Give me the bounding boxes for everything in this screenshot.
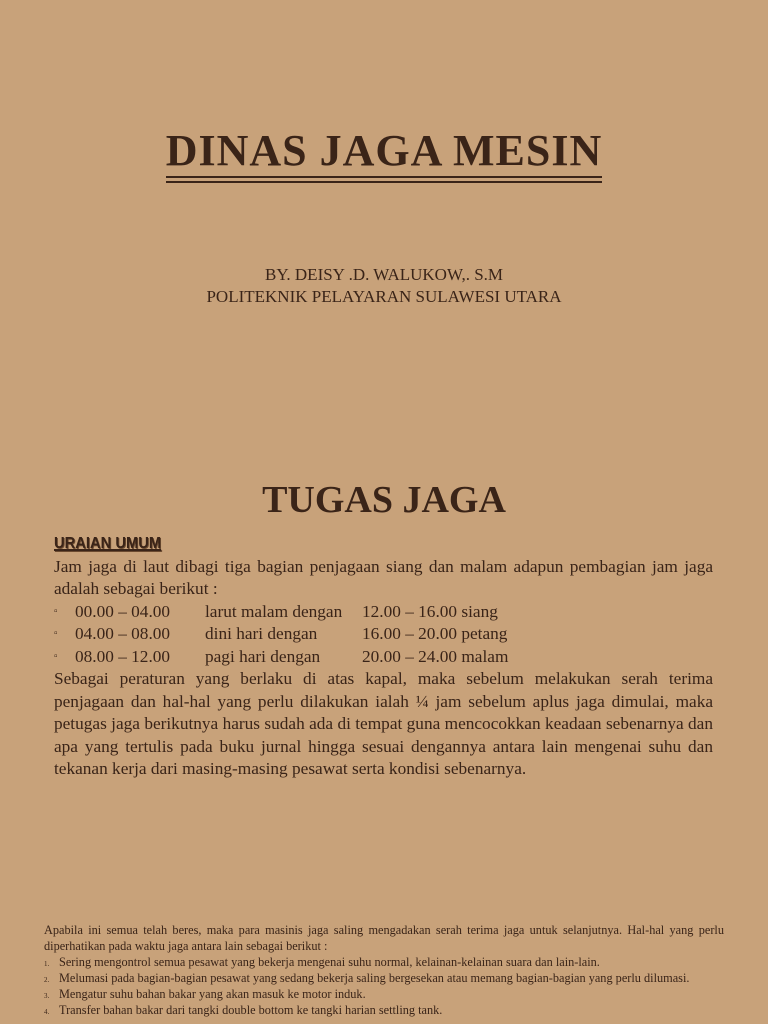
item-number: 2. bbox=[44, 976, 50, 984]
bullet-icon: ▫ bbox=[54, 650, 58, 662]
document-title-text: DINAS JAGA MESIN bbox=[166, 126, 603, 178]
document-title bbox=[0, 125, 768, 176]
list-item: ▫ 08.00 – 12.00 pagi hari dengan 20.00 – 24.00 malam bbox=[54, 646, 713, 669]
bullet-icon: ▫ bbox=[54, 628, 58, 639]
small-intro: Apabila ini semua telah beres, maka para masinis jaga saling mengadakan serah terima jaga untuk selanjutnya. Hal-hal yang perlu diperhatikan pada waktu jaga antara lain sebagai berikut : bbox=[44, 923, 724, 953]
item-number: 3. bbox=[44, 992, 50, 1000]
author-line: BY. DEISY .D. WALUKOW,. S.M bbox=[264, 265, 504, 284]
bullet-icon: ▫ bbox=[54, 605, 58, 617]
item-number: 4. bbox=[44, 1008, 50, 1016]
section-title: TUGAS JAGA bbox=[262, 479, 506, 521]
small-text-section bbox=[44, 922, 724, 1018]
subheading: URAIAN UMUM bbox=[54, 535, 162, 552]
list-item: ▫ 04.00 – 08.00 dini hari dengan 16.00 – 20.00 petang bbox=[54, 623, 713, 646]
list-item: 2. Melumasi pada bagian-bagian pesawat yang sedang bekerja saling bergesekan atau memang bagian-bagian yang perlu dilumasi. bbox=[44, 970, 724, 986]
body-paragraph: Sebagai peraturan yang berlaku di atas kapal, maka sebelum melakukan serah terima penjagaan dan hal-hal yang perlu dilakukan ialah ¼ jam sebelum aplus jaga dimulai, maka petugas jaga berikutnya harus sudah ada di tempat guna mencocokkan keadaan sebenarnya dan apa yang tertulis pada buku jurnal hingga sesuai dengannya antara lain mengenai suhu dan tekanan kerja dari masing-masing pesawat serta kondisi sebenarnya. bbox=[54, 669, 713, 778]
list-item: ▫ 00.00 – 04.00 larut malam dengan 12.00 – 16.00 siang bbox=[54, 601, 713, 624]
list-item: 1. Sering mengontrol semua pesawat yang bekerja mengenai suhu normal, kelainan-kelainan suara dan lain-lain. bbox=[44, 954, 724, 970]
numbered-list bbox=[44, 954, 724, 1018]
list-item: 4. Transfer bahan bakar dari tangki double bottom ke tangki harian settling tank. bbox=[44, 1002, 724, 1018]
item-number: 1. bbox=[44, 960, 50, 968]
intro-paragraph: Jam jaga di laut dibagi tiga bagian penjagaan siang dan malam adapun pembagian jam jaga adalah sebagai berikut : bbox=[54, 556, 713, 598]
main-content bbox=[54, 532, 713, 781]
watch-schedule-list bbox=[54, 601, 713, 669]
institution-line: POLITEKNIK PELAYARAN SULAWESI UTARA bbox=[206, 287, 562, 306]
list-item: 3. Mengatur suhu bahan bakar yang akan masuk ke motor induk. bbox=[44, 986, 724, 1002]
byline bbox=[0, 264, 768, 308]
